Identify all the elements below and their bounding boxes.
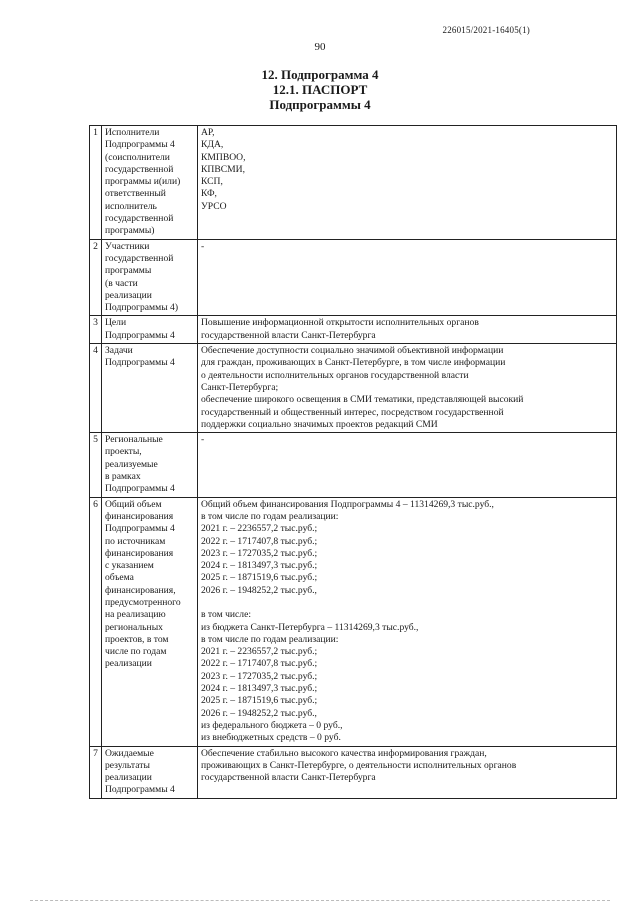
row-label-line: Подпрограммы 4 [105, 784, 175, 796]
row-value-line: поддержки социально значимых проектов редакций СМИ [201, 418, 438, 430]
row-value-line: - [201, 434, 205, 446]
row-label-line: реализации [105, 772, 152, 784]
row-value-line: КДА, [201, 139, 224, 151]
row-value-line: государственный и общественный интерес, посредством государственной [201, 406, 504, 418]
row-value-line: 2025 г. – 1871519,6 тыс.руб.; [201, 695, 318, 707]
row-label-line: (соисполнители [105, 151, 170, 163]
row-label [102, 316, 198, 344]
blank-line [201, 597, 613, 609]
row-value [198, 239, 617, 316]
row-value-line: 2025 г. – 1871519,6 тыс.руб.; [201, 572, 318, 584]
row-label-line: программы и(или) [105, 176, 181, 188]
table-row [90, 746, 617, 798]
row-label-line: Общий объем [105, 498, 162, 510]
row-value-line: КПВСМИ, [201, 163, 245, 175]
row-value-line: в том числе: [201, 609, 252, 621]
row-value [198, 316, 617, 344]
row-label-line: финансирования, [105, 584, 176, 596]
row-number: 7 [90, 746, 102, 798]
row-value-line: КМПВОО, [201, 151, 246, 163]
row-label [102, 433, 198, 497]
row-label-line: проектов, в том [105, 633, 169, 645]
row-label-line: Подпрограммы 4 [105, 523, 175, 535]
row-label-line: в рамках [105, 471, 141, 483]
table-row [90, 239, 617, 316]
row-number: 1 [90, 126, 102, 240]
row-label-line: Исполнители [105, 127, 160, 138]
row-value-line: из бюджета Санкт-Петербурга – 11314269,3 тыс.руб., [201, 621, 419, 633]
row-label-line: программы) [105, 225, 155, 237]
row-label-line: на реализацию [105, 609, 166, 621]
row-label-line: (в части [105, 277, 138, 289]
row-label-line: региональных [105, 621, 163, 633]
row-value-line: из федерального бюджета – 0 руб., [201, 719, 343, 731]
row-label-line: Ожидаемые [105, 747, 154, 759]
row-value-line: о деятельности исполнительных органов государственной власти [201, 369, 469, 381]
row-value-line: 2023 г. – 1727035,2 тыс.руб.; [201, 670, 318, 682]
row-value-line: для граждан, проживающих в Санкт-Петербурге, в том числе информации [201, 357, 506, 369]
row-label-line: Подпрограммы 4 [105, 139, 175, 151]
row-value-line: АР, [201, 127, 215, 138]
row-value-line: Обеспечение доступности социально значимой объективной информации [201, 345, 504, 357]
row-value-line: 2023 г. – 1727035,2 тыс.руб.; [201, 547, 318, 559]
document-number: 226015/2021-16405(1) [442, 25, 530, 35]
row-value [198, 344, 617, 433]
table-row [90, 316, 617, 344]
row-value-line: 2022 г. – 1717407,8 тыс.руб.; [201, 535, 318, 547]
row-number: 6 [90, 497, 102, 746]
row-value-line: 2021 г. – 2236557,2 тыс.руб.; [201, 646, 318, 658]
row-value-line: в том числе по годам реализации: [201, 633, 339, 645]
row-label-line: программы [105, 265, 152, 277]
row-value-line: УРСО [201, 200, 227, 212]
row-label-line: Задачи [105, 345, 133, 357]
table-row [90, 433, 617, 497]
heading-line-2: 12.1. ПАСПОРТ [272, 82, 368, 97]
scan-edge-line [30, 900, 610, 902]
row-value-line: КФ, [201, 188, 217, 200]
row-label-line: реализации [105, 289, 152, 301]
row-label-line: реализации [105, 658, 152, 670]
table-row [90, 126, 617, 240]
row-value-line: Повышение информационной открытости исполнительных органов [201, 317, 479, 329]
row-label-line: Подпрограммы 4 [105, 329, 175, 341]
row-label-line: реализуемые [105, 458, 158, 470]
row-number: 5 [90, 433, 102, 497]
row-number: 2 [90, 239, 102, 316]
row-label-line: финансирования [105, 547, 174, 559]
row-value-line: - [201, 240, 205, 252]
row-value-line: 2021 г. – 2236557,2 тыс.руб.; [201, 523, 318, 535]
row-value-line: Санкт-Петербурга; [201, 381, 279, 393]
passport-table-body [90, 126, 617, 799]
row-number: 4 [90, 344, 102, 433]
row-label-line: проекты, [105, 446, 142, 458]
row-label-line: Подпрограммы 4 [105, 357, 175, 369]
row-label-line: Участники [105, 240, 150, 252]
row-value-line: 2024 г. – 1813497,3 тыс.руб.; [201, 683, 318, 695]
row-value-line: государственной власти Санкт-Петербурга [201, 772, 376, 784]
row-label [102, 126, 198, 240]
row-value-line: 2024 г. – 1813497,3 тыс.руб.; [201, 560, 318, 572]
row-value-line: государственной власти Санкт-Петербурга [201, 329, 376, 341]
row-value-line: 2026 г. – 1948252,2 тыс.руб., [201, 584, 317, 596]
table-row [90, 497, 617, 746]
row-value-line: КСП, [201, 176, 223, 188]
row-label-line: с указанием [105, 560, 154, 572]
row-label-line: государственной [105, 213, 174, 225]
row-label-line: финансирования [105, 510, 174, 522]
row-value-line: 2026 г. – 1948252,2 тыс.руб., [201, 707, 317, 719]
row-label-line: Подпрограммы 4 [105, 483, 175, 495]
row-value-line: Обеспечение стабильно высокого качества информирования граждан, [201, 747, 487, 759]
row-label-line: Цели [105, 317, 127, 329]
row-label-line: ответственный [105, 188, 166, 200]
row-value-line: Общий объем финансирования Подпрограммы 4 – 11314269,3 тыс.руб., [201, 498, 494, 510]
row-label-line: Подпрограммы 4) [105, 302, 179, 314]
row-label [102, 344, 198, 433]
row-label-line: числе по годам [105, 646, 167, 658]
row-value [198, 746, 617, 798]
row-label-line: государственной [105, 252, 174, 264]
heading-line-3: Подпрограммы 4 [269, 97, 371, 112]
row-label-line: государственной [105, 163, 174, 175]
row-label-line: Региональные [105, 434, 163, 446]
passport-table [89, 125, 617, 799]
row-value-line: проживающих в Санкт-Петербурге, о деятельности исполнительных органов [201, 759, 517, 771]
row-value [198, 497, 617, 746]
heading-line-1: 12. Подпрограмма 4 [261, 67, 379, 82]
row-label-line: предусмотренного [105, 596, 181, 608]
row-label-line: исполнитель [105, 200, 157, 212]
row-label-line: результаты [105, 759, 150, 771]
page-number: 90 [314, 41, 326, 53]
row-label [102, 497, 198, 746]
row-label-line: объема [105, 572, 134, 584]
row-label [102, 239, 198, 316]
row-value-line: в том числе по годам реализации: [201, 510, 339, 522]
row-label-line: по источникам [105, 535, 166, 547]
row-number: 3 [90, 316, 102, 344]
row-label [102, 746, 198, 798]
row-value-line: из внебюджетных средств – 0 руб. [201, 732, 341, 744]
row-value [198, 126, 617, 240]
row-value [198, 433, 617, 497]
row-value-line: обеспечение широкого освещения в СМИ тематики, представляющей высокий [201, 394, 524, 406]
page-heading [0, 67, 640, 112]
row-value-line: 2022 г. – 1717407,8 тыс.руб.; [201, 658, 318, 670]
table-row [90, 344, 617, 433]
